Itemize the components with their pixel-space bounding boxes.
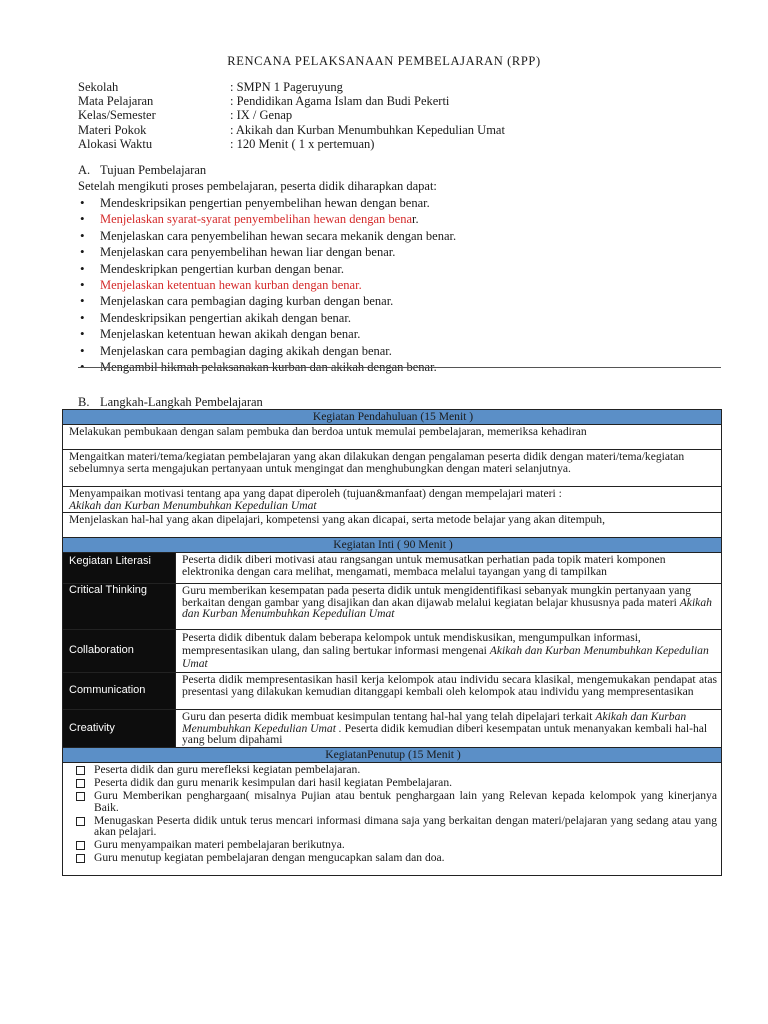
list-item [69, 839, 717, 850]
info-value: : SMPN 1 Pageruyung [230, 80, 343, 94]
checkbox-square-icon [76, 854, 85, 863]
section-a-marker: A. [78, 163, 91, 177]
activity-label-literasi: Kegiatan Literasi [63, 553, 176, 584]
pendahuluan-header-row [63, 410, 722, 425]
list-item [78, 211, 718, 227]
info-value: : 120 Menit ( 1 x pertemuan) [230, 136, 375, 151]
penutup-header-row [63, 747, 722, 762]
list-item [69, 790, 717, 812]
list-item [78, 277, 718, 293]
info-value: : Akikah dan Kurban Menumbuhkan Kepedulian Umat [230, 122, 505, 137]
activity-topic-italic: Akikah dan Kurban Menumbuhkan Kepedulian Umat [182, 644, 709, 671]
list-item [78, 228, 718, 244]
section-divider [78, 367, 721, 368]
info-label: Alokasi Waktu [78, 136, 153, 151]
info-label: Materi Pokok [78, 122, 147, 137]
activity-description [176, 710, 722, 748]
objective-text: Mendeskripsikan pengertian penyembelihan hewan dengan benar. [100, 196, 430, 210]
section-a-title: Tujuan Pembelajaran [100, 163, 207, 177]
inti-header-row [63, 538, 722, 553]
pendahuluan-step [63, 487, 722, 513]
list-item [69, 777, 717, 788]
pendahuluan-step: Menjelaskan hal-hal yang akan dipelajari, kompetensi yang akan dicapai, serta metode belajar yang akan ditempuh, [63, 513, 722, 538]
table-row [63, 425, 722, 450]
activity-description [176, 630, 722, 673]
activity-text-after: Peserta didik kemudian diberi kesempatan untuk menanyakan kembali hal-hal yang belum dipahami [182, 721, 708, 747]
list-item [78, 343, 718, 359]
checkbox-square-icon [76, 779, 85, 788]
list-item [78, 310, 718, 326]
objective-text: Menjelaskan syarat-syarat penyembelihan hewan dengan bena [100, 212, 413, 227]
objective-text: Menjelaskan ketentuan hewan akikah dengan benar. [100, 327, 361, 342]
objective-text: Mendeskripkan pengertian kurban dengan benar. [100, 261, 345, 276]
objective-text: Menjelaskan cara penyembelihan hewan liar dengan benar. [100, 245, 396, 260]
section-a-intro: Setelah mengikuti proses pembelajaran, peserta didik diharapkan dapat: [78, 179, 437, 193]
info-row-materi-pokok [78, 123, 505, 137]
list-item [69, 764, 717, 775]
section-tujuan-pembelajaran [78, 163, 718, 375]
activity-text: Peserta didik dibentuk dalam beberapa kelompok untuk mendiskusikan, mengumpulkan informasi, mempresentasikan ulang, dan saling bertukar informasi mengenai [182, 631, 641, 658]
list-item [69, 852, 717, 863]
info-value: : Pendidikan Agama Islam dan Budi Pekerti [230, 94, 450, 109]
info-row-mata-pelajaran [78, 94, 505, 108]
activity-description: Peserta didik mempresentasikan hasil kerja kelompok atau individu secara klasikal, mengemukakan pendapat atas presentasi yang dilakukan kemudian ditanggapi kembali oleh kelompok atau individu yang mempresentasikan [176, 673, 722, 710]
table-row [63, 553, 722, 584]
list-item [78, 261, 718, 277]
info-row-alokasi-waktu [78, 137, 505, 151]
objective-text: Mendeskripsikan pengertian akikah dengan benar. [100, 310, 351, 325]
activity-topic-italic: Akikah dan Kurban Menumbuhkan Kepedulian Umat . [182, 710, 687, 735]
list-item [78, 244, 718, 260]
bullet-icon: • [80, 195, 85, 210]
bullet-icon: • [80, 227, 85, 243]
objective-text: Menjelaskan cara pembagian daging akikah dengan benar. [100, 343, 392, 358]
bullet-icon: • [80, 211, 85, 227]
bullet-icon: • [80, 342, 85, 358]
info-row-sekolah [78, 80, 505, 94]
activity-topic-italic: Akikah dan Kurban Menumbuhkan Kepedulian Umat [182, 595, 712, 621]
penutup-list [69, 764, 717, 864]
list-item [69, 815, 717, 837]
table-row [63, 630, 722, 673]
bullet-icon: • [80, 244, 85, 260]
penutup-text: Peserta didik dan guru menarik kesimpulan dari hasil kegiatan Pembelajaran. [94, 776, 453, 790]
penutup-text: Guru menyampaikan materi pembelajaran berikutnya. [94, 838, 345, 852]
bullet-icon: • [80, 260, 85, 276]
step-topic-italic: Akikah dan Kurban Menumbuhkan Kepedulian Umat [69, 498, 317, 512]
section-b-heading [78, 395, 263, 410]
activity-description: Peserta didik diberi motivasi atau rangsangan untuk memusatkan perhatian pada topik materi komponen elektronika dengan cara melihat, mengamati, membaca melalui tayangan yang di tampilkan [176, 553, 722, 584]
table-row [63, 487, 722, 513]
objective-text: Menjelaskan cara penyembelihan hewan secara mekanik dengan benar. [100, 228, 457, 243]
info-label: Mata Pelajaran [78, 94, 154, 109]
checkbox-square-icon [76, 817, 85, 826]
document-title: RENCANA PELAKSANAAN PEMBELAJARAN (RPP) [227, 54, 541, 68]
list-item [78, 195, 718, 211]
pendahuluan-step: Mengaitkan materi/tema/kegiatan pembelajaran yang akan dilakukan dengan pengalaman peserta didik dengan materi/tema/kegiatan sebelumnya serta mengajukan pertanyaan untuk mengingat dan menghubungkan dengan materi selanjutnya. [63, 450, 722, 487]
info-value: : IX / Genap [230, 108, 293, 123]
pendahuluan-step: Melakukan pembukaan dengan salam pembuka dan berdoa untuk memulai pembelajaran, memeriksa kehadiran [63, 425, 722, 450]
objective-text: Menjelaskan cara pembagian daging kurban dengan benar. [100, 294, 394, 309]
penutup-cell [63, 762, 722, 875]
list-item [78, 326, 718, 342]
bullet-icon: • [80, 293, 85, 309]
pendahuluan-header: Kegiatan Pendahuluan (15 Menit ) [63, 410, 722, 425]
list-item [78, 293, 718, 309]
info-block [78, 80, 505, 151]
activity-label-collaboration: Collaboration [63, 630, 176, 673]
activity-label-creativity: Creativity [63, 710, 176, 748]
table-row [63, 450, 722, 487]
penutup-text: Guru menutup kegiatan pembelajaran dengan mengucapkan salam dan doa. [94, 851, 445, 865]
checkbox-square-icon [76, 766, 85, 775]
table-row [63, 673, 722, 710]
activity-label-communication: Communication [63, 673, 176, 710]
penutup-text: Menugaskan Peserta didik untuk terus mencari informasi dimana saja yang berkaitan dengan materi/pelajaran yang sedang atau yang akan pelajari. [94, 813, 717, 838]
info-label: Sekolah [78, 80, 119, 94]
activity-description [176, 584, 722, 630]
section-b-title: Langkah-Langkah Pembelajaran [100, 395, 263, 409]
bullet-icon: • [80, 326, 85, 342]
penutup-text: Guru Memberikan penghargaan( misalnya Pujian atau bentuk penghargaan lain yang Relevan kepada kelompok yang kinerjanya Baik. [94, 789, 717, 814]
section-a-heading [78, 163, 718, 177]
bullet-icon: • [80, 276, 85, 292]
step-text: Menyampaikan motivasi tentang apa yang dapat diperoleh (tujuan&manfaat) dengan mempelajari materi : [69, 487, 562, 500]
activity-text: Guru dan peserta didik membuat kesimpulan tentang hal-hal yang telah dipelajari terkait [182, 710, 593, 724]
checkbox-square-icon [76, 792, 85, 801]
info-row-kelas-semester [78, 108, 505, 122]
inti-header: Kegiatan Inti ( 90 Menit ) [63, 538, 722, 553]
bullet-icon: • [80, 358, 85, 374]
learning-steps-table [62, 409, 722, 876]
table-row [63, 513, 722, 538]
bullet-icon: • [80, 309, 85, 325]
penutup-row [63, 762, 722, 875]
objective-text: Menjelaskan ketentuan hewan kurban dengan benar. [100, 277, 362, 292]
activity-label-critical-thinking: Critical Thinking [63, 584, 176, 630]
info-label: Kelas/Semester [78, 108, 156, 123]
section-b-marker: B. [78, 395, 90, 409]
activity-text: Guru memberikan kesempatan pada peserta didik untuk mengidentifikasi sebanyak mungkin pertanyaan yang berkaitan dengan gambar yang disajikan dan akan dijawab melalui kegiatan belajar khususnya pada materi [182, 584, 692, 609]
table-row [63, 710, 722, 748]
checkbox-square-icon [76, 841, 85, 850]
objective-text-tail: r. [412, 212, 419, 227]
table-row [63, 584, 722, 630]
penutup-text: Peserta didik dan guru merefleksi kegiatan pembelajaran. [94, 762, 361, 776]
objectives-list [78, 195, 718, 375]
penutup-header: KegiatanPenutup (15 Menit ) [63, 747, 722, 762]
objective-text: Mengambil hikmah pelaksanakan kurban dan akikah dengan benar. [100, 359, 437, 374]
